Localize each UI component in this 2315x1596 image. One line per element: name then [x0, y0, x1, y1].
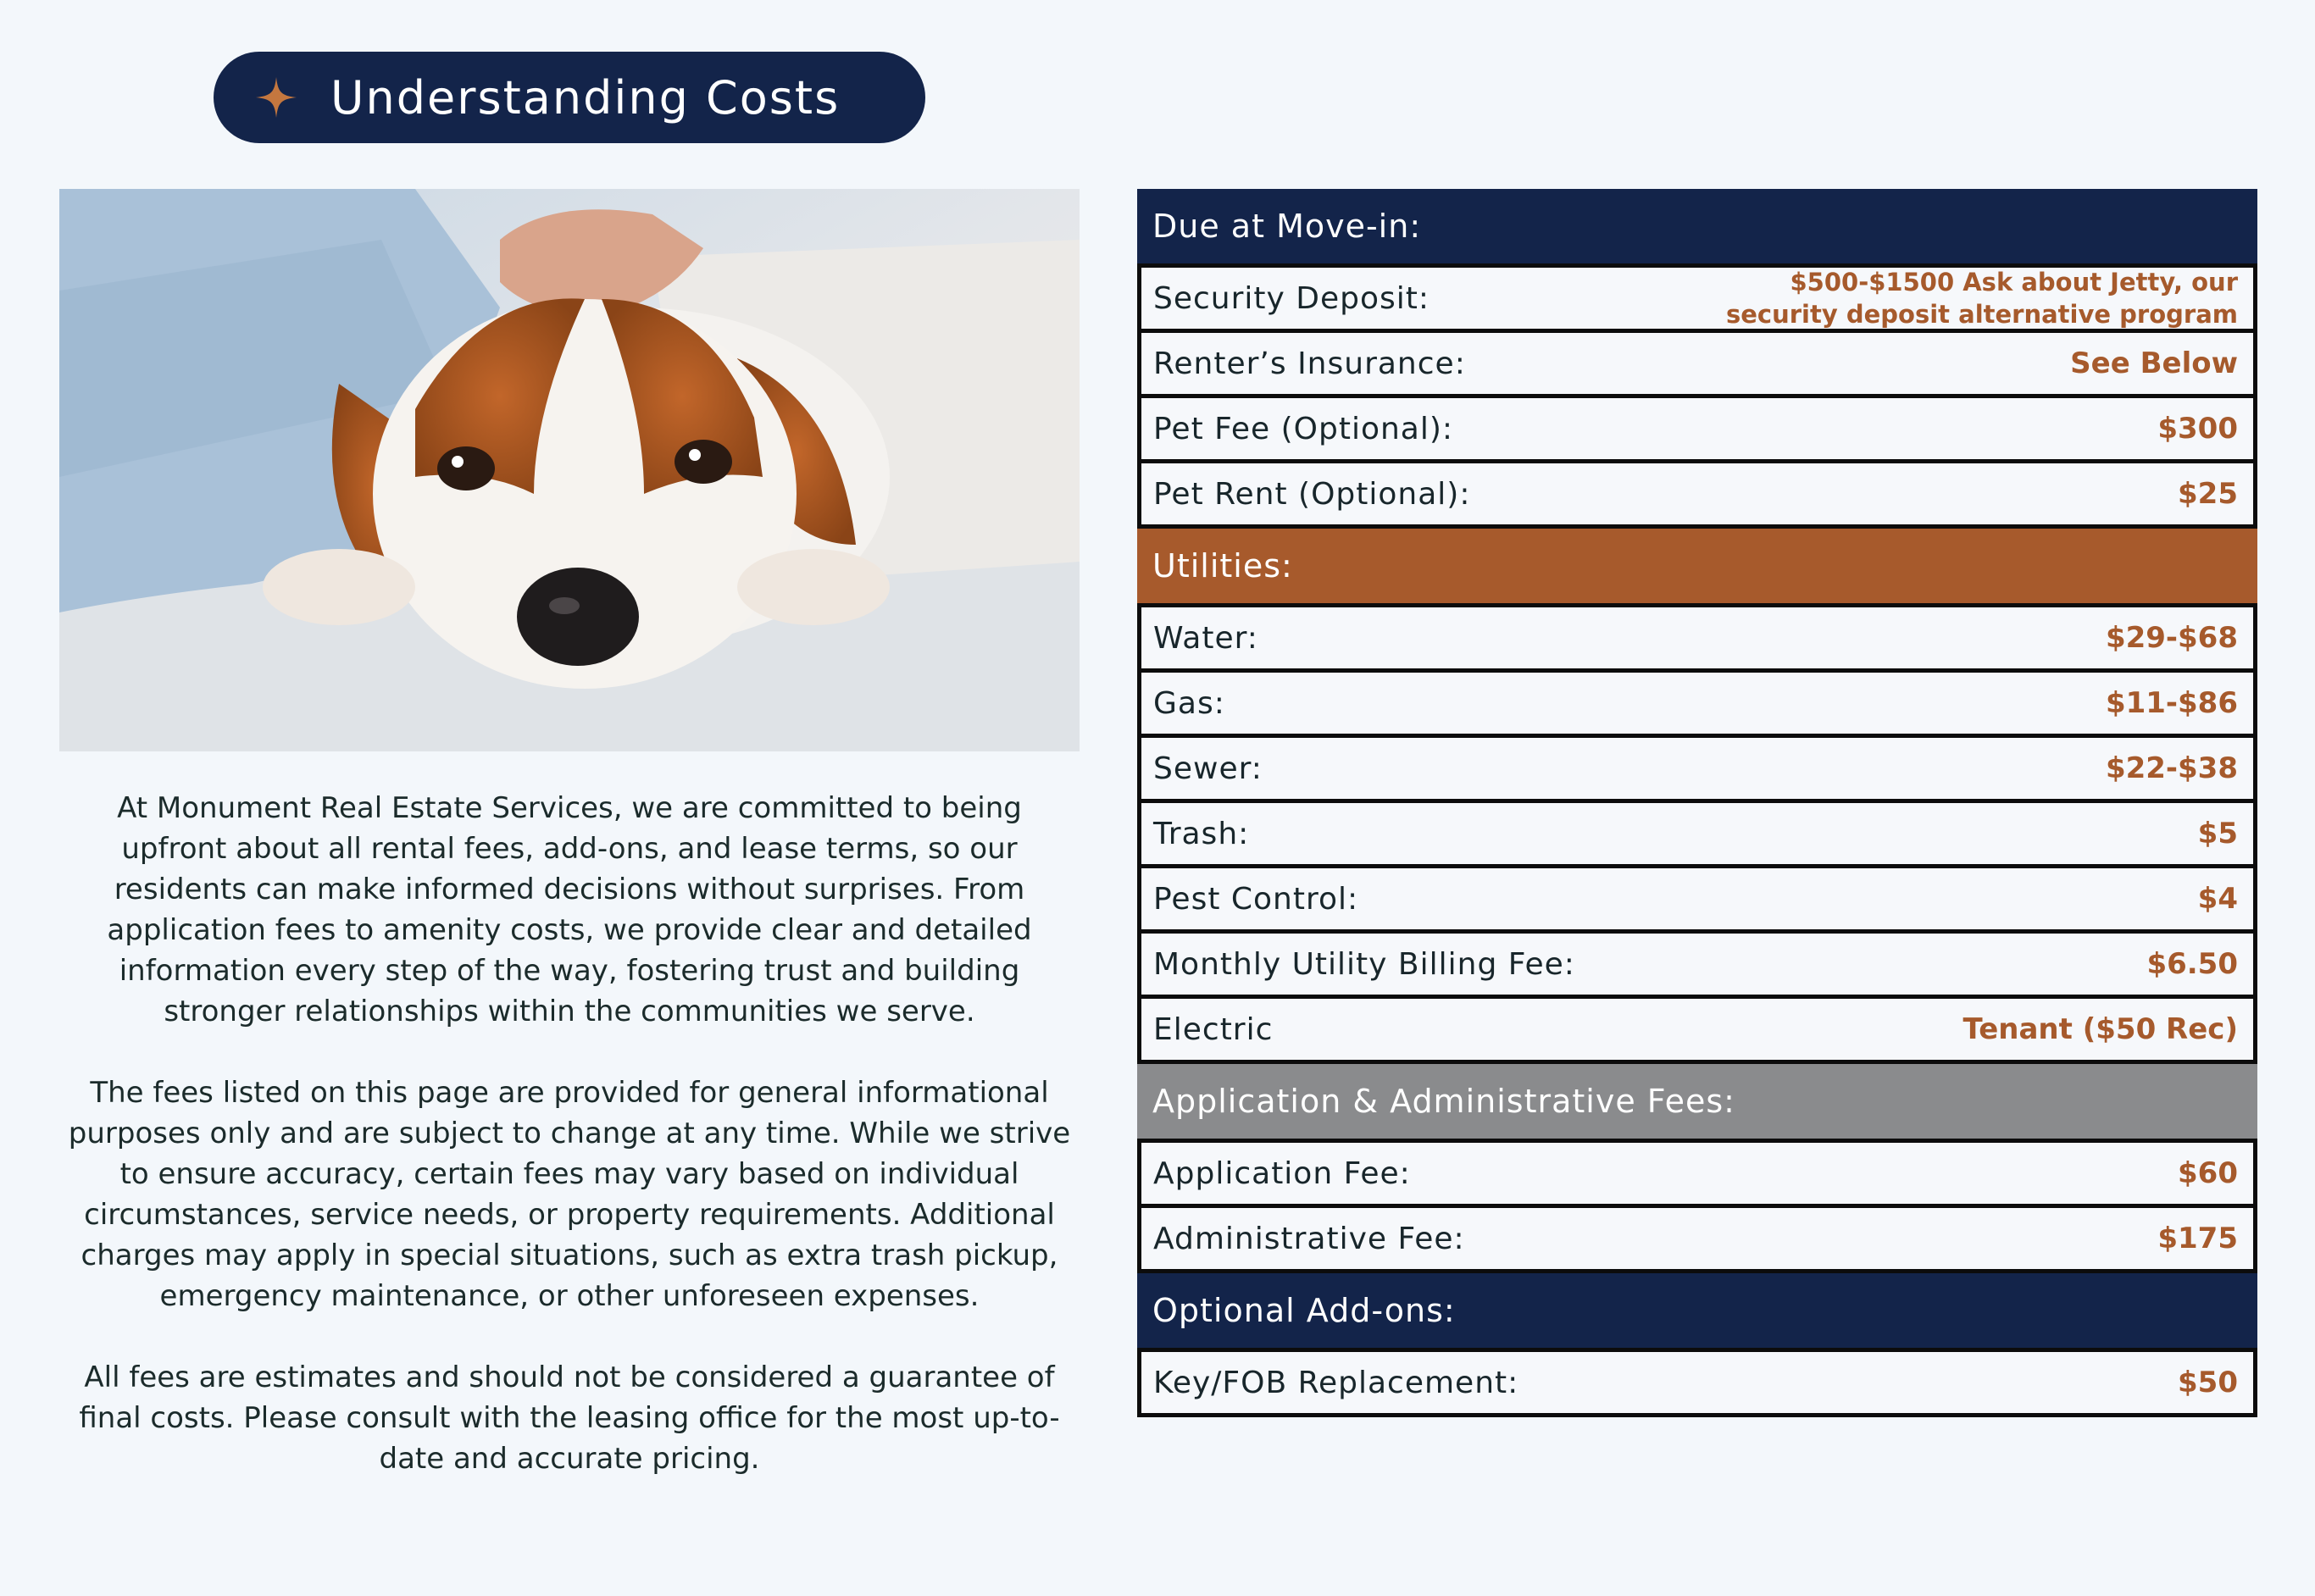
fee-value: $300 — [2157, 412, 2238, 446]
fee-value: $6.50 — [2146, 947, 2238, 981]
fee-label: Trash: — [1153, 816, 1250, 851]
fee-label: Gas: — [1153, 685, 1225, 721]
fee-value: $29-$68 — [2105, 621, 2238, 655]
section-header-move-in: Due at Move-in: — [1137, 189, 2257, 263]
fee-label: Electric — [1153, 1011, 1274, 1047]
fee-label: Application Fee: — [1153, 1155, 1411, 1191]
fee-label: Monthly Utility Billing Fee: — [1153, 946, 1575, 982]
paragraph-commitment: At Monument Real Estate Services, we are committed to being upfront about all rental fees, add-ons, and lease terms, so our residents can make informed decisions without surprises. From application fees to amenity costs, we provide clear and detailed information every step of the way, fostering trust and building stronger relationships within the communities we serve. — [107, 791, 1032, 1028]
fee-row-pet-rent — [1137, 459, 2257, 529]
fee-label: Pet Rent (Optional): — [1153, 476, 1471, 512]
fee-value: $175 — [2157, 1222, 2238, 1255]
paragraph-disclaimer: The fees listed on this page are provided for general informational purposes only and are subject to change at any time. While we strive to ensure accuracy, certain fees may vary based on individual circumstances, service needs, or property requirements. Additional charges may apply in special situations, such as extra trash pickup, emergency maintenance, or other unforeseen expenses. — [68, 1076, 1071, 1313]
fee-row-pest-control — [1137, 864, 2257, 934]
fee-row-sewer — [1137, 734, 2257, 803]
fee-row-renters-insurance — [1137, 329, 2257, 398]
fee-value: $5 — [2197, 817, 2238, 851]
fee-value: $22-$38 — [2105, 751, 2238, 785]
fee-table — [1137, 189, 2257, 1417]
fee-value: $4 — [2197, 882, 2238, 916]
section-header-add-ons: Optional Add-ons: — [1137, 1273, 2257, 1348]
fee-label: Administrative Fee: — [1153, 1221, 1465, 1256]
fee-label: Sewer: — [1153, 751, 1263, 786]
fee-row-pet-fee — [1137, 394, 2257, 463]
fee-label: Security Deposit: — [1153, 280, 1430, 316]
fee-row-key-fob — [1137, 1348, 2257, 1417]
fee-label: Key/FOB Replacement: — [1153, 1365, 1519, 1400]
fee-row-trash — [1137, 799, 2257, 868]
fee-label: Pet Fee (Optional): — [1153, 411, 1454, 446]
fee-value: $500-$1500 Ask about Jetty, our security deposit alternative program — [1725, 268, 2238, 329]
fee-value: Tenant ($50 Rec) — [1962, 1012, 2238, 1046]
fee-value: $25 — [2178, 477, 2238, 511]
section-header-application-admin: Application & Administrative Fees: — [1137, 1064, 2257, 1139]
fee-row-security-deposit — [1137, 263, 2257, 333]
fee-value: $50 — [2178, 1366, 2238, 1399]
section-header-utilities: Utilities: — [1137, 529, 2257, 603]
fee-row-application-fee — [1137, 1139, 2257, 1208]
fee-row-gas — [1137, 668, 2257, 738]
fee-label: Pest Control: — [1153, 881, 1359, 917]
fee-value: $11-$86 — [2105, 686, 2238, 720]
puppy-photo — [59, 189, 1080, 751]
fee-value: See Below — [2070, 346, 2238, 380]
page-title: Understanding Costs — [330, 70, 841, 125]
paragraph-estimates: All fees are estimates and should not be considered a guarantee of final costs. Please consult with the leasing office for the most up-to-date and accurate pricing. — [79, 1360, 1060, 1476]
intro-text — [59, 788, 1080, 1520]
fee-row-electric — [1137, 995, 2257, 1064]
page-title-banner — [214, 52, 925, 143]
fee-row-water — [1137, 603, 2257, 673]
fee-label: Renter’s Insurance: — [1153, 346, 1466, 381]
fee-value: $60 — [2178, 1156, 2238, 1190]
fee-row-administrative-fee — [1137, 1204, 2257, 1273]
fee-row-utility-billing — [1137, 929, 2257, 999]
sparkle-icon — [254, 75, 298, 119]
fee-label: Water: — [1153, 620, 1258, 656]
